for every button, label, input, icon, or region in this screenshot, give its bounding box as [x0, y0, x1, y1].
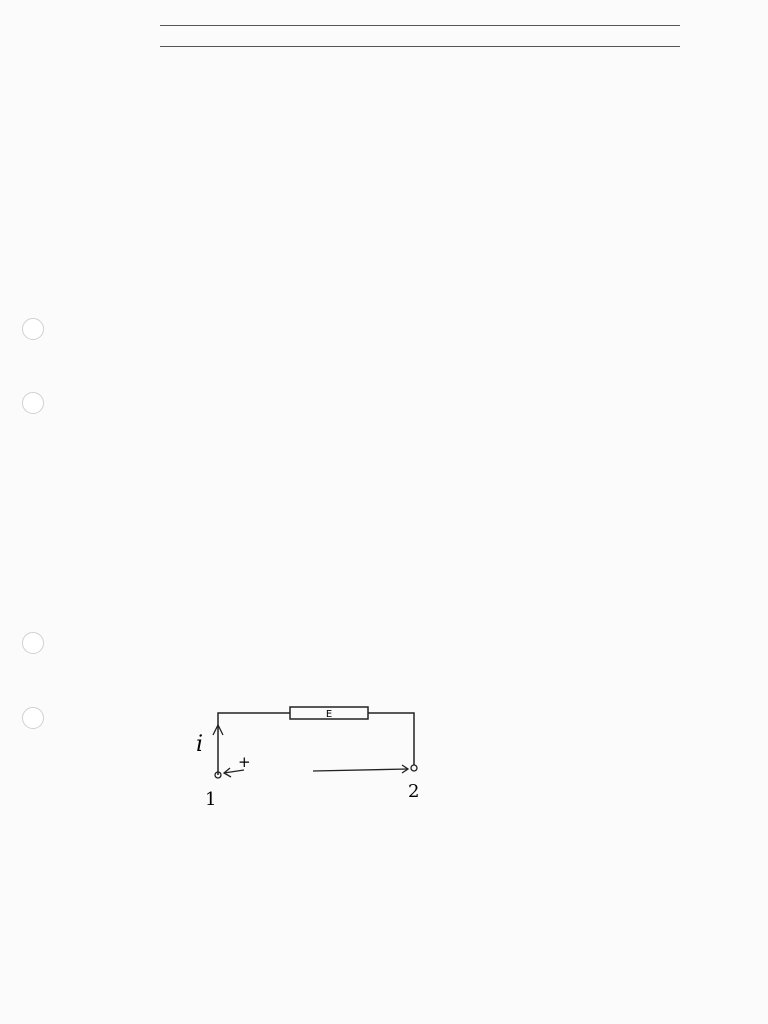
terminal-2-label: 2 [408, 781, 420, 802]
terminal-node-2 [411, 765, 417, 771]
voltage-arrow-right [313, 769, 408, 771]
wire-right [368, 713, 414, 765]
plus-sign: + [238, 753, 251, 771]
punch-hole [22, 707, 44, 729]
punch-hole [22, 318, 44, 340]
wire-left [218, 713, 290, 775]
punch-hole [22, 632, 44, 654]
title-top-rule [160, 25, 680, 26]
terminal-1-label: 1 [205, 789, 217, 810]
current-symbol: i [196, 732, 204, 757]
punch-hole [22, 392, 44, 414]
page-title [160, 40, 680, 47]
element-label: E [325, 709, 333, 720]
circuit-diagram [180, 695, 440, 815]
